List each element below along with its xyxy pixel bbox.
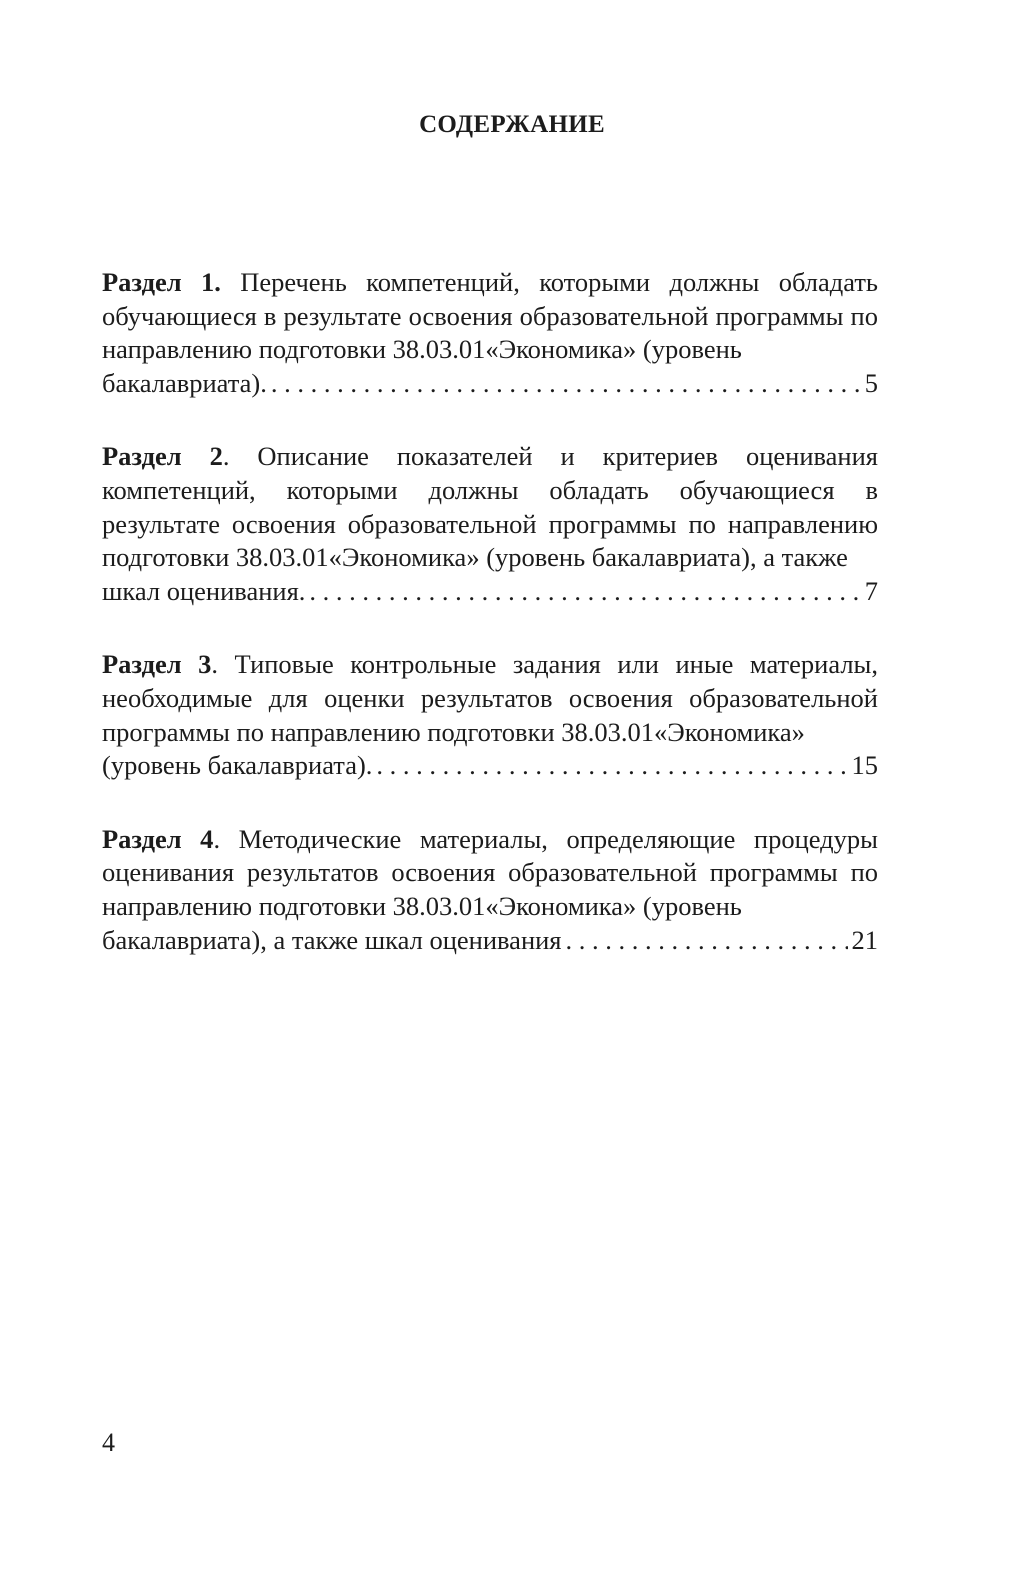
toc-entry-body [102, 440, 878, 574]
toc-entry-last-line [102, 749, 878, 783]
toc-entry-last-line [102, 924, 878, 958]
page-number: 4 [102, 1428, 115, 1457]
toc-entry-section-1[interactable] [102, 266, 878, 400]
dot-leader [376, 749, 847, 783]
toc-entry-text-end: бакалавриата). [102, 367, 267, 398]
table-of-contents [102, 266, 878, 997]
toc-entry-body [102, 266, 878, 367]
toc-entry-body [102, 648, 878, 749]
toc-entry-text: Перечень компетенций, которыми должны обладать обучающиеся в результате освоения образовательной программы по направлению подготовки 38.03.01«Экономика» (уровень [102, 267, 878, 365]
toc-entry-text: . Методические материалы, определяющие процедуры оценивания результатов освоения образовательной программы по направлению подготовки 38.03.01«Экономика» (уровень [102, 823, 878, 921]
toc-entry-label: Раздел 3 [102, 649, 212, 680]
page-title: СОДЕРЖАНИЕ [419, 111, 605, 138]
toc-entry-text-end: шкал оценивания. [102, 575, 306, 606]
dot-leader [271, 367, 861, 401]
toc-entry-page: 15 [851, 750, 878, 781]
toc-entry-last-line [102, 575, 878, 609]
toc-entry-page: 21 [851, 924, 878, 955]
toc-entry-text-end: бакалавриата), а также шкал оценивания [102, 924, 562, 955]
toc-entry-label: Раздел 2 [102, 441, 223, 472]
toc-entry-label: Раздел 4 [102, 823, 214, 854]
toc-entry-text: . Описание показателей и критериев оценивания компетенций, которыми должны обладать обучающиеся в результате освоения образовательной программы по направлению подготовки 38.03.01«Экономика» (уровень бакалавриата), а также [102, 441, 878, 573]
toc-entry-section-2[interactable] [102, 440, 878, 608]
toc-entry-page: 7 [864, 575, 878, 606]
toc-entry-page: 5 [864, 367, 878, 398]
dot-leader [309, 575, 860, 609]
toc-entry-text-end: (уровень бакалавриата). [102, 750, 373, 781]
toc-entry-section-4[interactable] [102, 823, 878, 957]
dot-leader [566, 924, 848, 958]
toc-entry-label: Раздел 1. [102, 267, 221, 297]
toc-entry-last-line [102, 367, 878, 401]
toc-entry-body [102, 823, 878, 924]
toc-entry-text: . Типовые контрольные задания или иные материалы, необходимые для оценки результатов освоения образовательной программы по направлению подготовки 38.03.01«Экономика» [102, 649, 878, 747]
toc-entry-section-3[interactable] [102, 648, 878, 782]
